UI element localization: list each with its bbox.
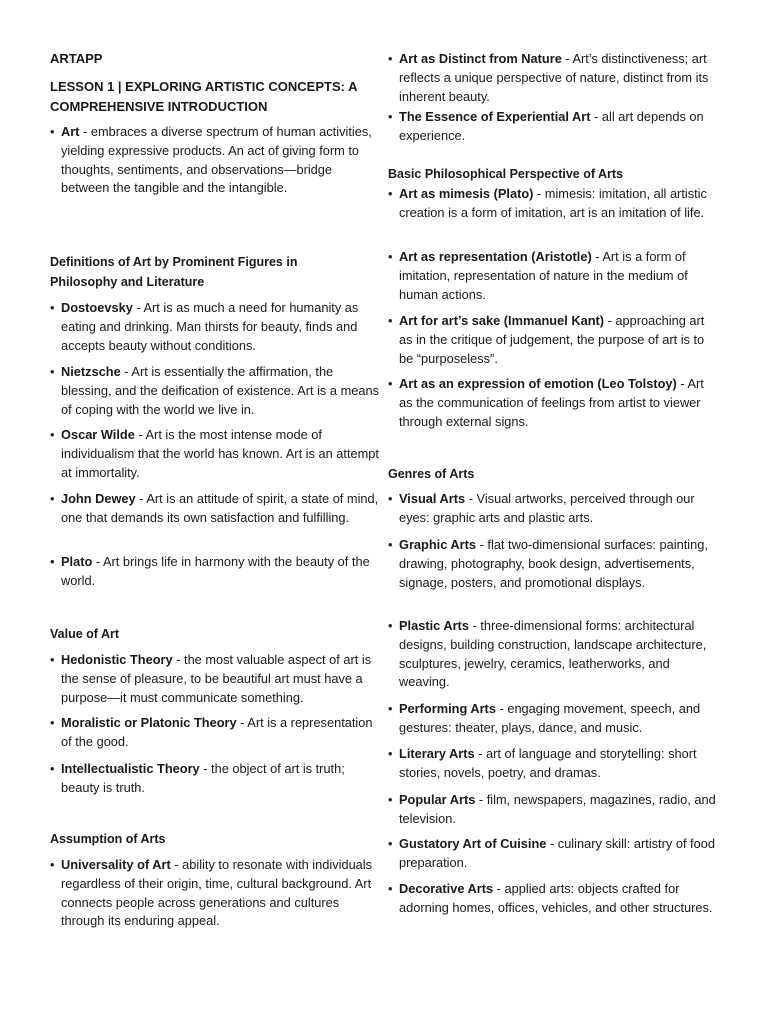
list-item: • Art as representation (Aristotle) - Art is a form of imitation, representation of nature in the medium of human actions. xyxy=(388,249,688,302)
list-item: • Gustatory Art of Cuisine - culinary skill: artistry of food preparation. xyxy=(388,836,715,870)
term: Art as representation (Aristotle) xyxy=(399,249,592,264)
term: The Essence of Experiential Art xyxy=(399,109,591,124)
definition: - Art is an attitude of spirit, a state of mind, one that demands its own satisfaction and fulfilling. xyxy=(61,491,379,525)
list-item: • Decorative Arts - applied arts: objects crafted for adorning homes, offices, vehicles, and other structures. xyxy=(388,881,713,915)
term: Hedonistic Theory xyxy=(61,652,173,667)
definition: - mimesis: imitation, all artistic creation is a form of imitation, art is an imitation of life. xyxy=(399,186,707,220)
term: Popular Arts xyxy=(399,792,476,807)
definition: - the object of art is truth; beauty is truth. xyxy=(61,761,345,795)
term: Performing Arts xyxy=(399,701,496,716)
lesson-title: LESSON 1 | EXPLORING ARTISTIC CONCEPTS: A COMPREHENSIVE INTRODUCTION xyxy=(50,79,357,114)
list-item: • Art as Distinct from Nature - Art’s distinctiveness; art reflects a unique perspective of nature, distinct from its inherent beauty. xyxy=(388,51,709,104)
term: Art xyxy=(61,124,80,139)
definition: - Art’s distinctiveness; art reflects a unique perspective of nature, distinct from its inherent beauty. xyxy=(399,51,709,104)
list-item: • Literary Arts - art of language and storytelling: short stories, novels, poetry, and dramas. xyxy=(388,746,697,780)
definition: - the most valuable aspect of art is the sense of pleasure, to be beautiful art must have a purpose—it must communicate something. xyxy=(61,652,372,705)
definition: - ability to resonate with individuals regardless of their origin, time, cultural background. Art connects people across generations and cultures through its enduring appeal. xyxy=(61,857,373,929)
list-item: • Moralistic or Platonic Theory - Art is a representation of the good. xyxy=(50,715,373,749)
list-item: • Art as mimesis (Plato) - mimesis: imitation, all artistic creation is a form of imitation, art is an imitation of life. xyxy=(388,186,707,220)
definition: - Art is the most intense mode of individualism that the world has known. Art is an attempt at immortality. xyxy=(61,427,379,480)
philosophical-heading: Basic Philosophical Perspective of Arts xyxy=(388,167,624,181)
list-item: • Popular Arts - film, newspapers, magazines, radio, and television. xyxy=(388,792,716,826)
definition: - engaging movement, speech, and gestures: theater, plays, dance, and music. xyxy=(399,701,701,735)
list-item: • Graphic Arts - flat two-dimensional surfaces: painting, drawing, photography, book design, advertisements, signage, posters, and promotional displays. xyxy=(388,537,708,590)
term: Dostoevsky xyxy=(61,300,133,315)
definition: - Art is as much a need for humanity as eating and drinking. Man thirsts for beauty, finds and accepts beauty without conditions. xyxy=(61,300,359,353)
term: Moralistic or Platonic Theory xyxy=(61,715,237,730)
list-item: • Plastic Arts - three-dimensional forms: architectural designs, building construction, landscape architecture, sculptures, jewelry, ceramics, leatherworks, and weaving. xyxy=(388,618,707,690)
term: Visual Arts xyxy=(399,491,466,506)
list-item: • Hedonistic Theory - the most valuable aspect of art is the sense of pleasure, to be beautiful art must have a purpose—it must communicate something. xyxy=(50,652,372,705)
definition: - culinary skill: artistry of food preparation. xyxy=(399,836,715,870)
value-heading: Value of Art xyxy=(50,627,119,641)
term: Nietzsche xyxy=(61,364,121,379)
term: Art for art’s sake (Immanuel Kant) xyxy=(399,313,605,328)
definition: - embraces a diverse spectrum of human activities, yielding expressive products. An act of giving form to thoughts, sentiments, and observations—bridge between the tangible and the intangible. xyxy=(61,124,372,196)
term: Intellectualistic Theory xyxy=(61,761,200,776)
list-item-art: • Art - embraces a diverse spectrum of human activities, yielding expressive products. An act of giving form to thoughts, sentiments, and observations—bridge between the tangible and the intangible. xyxy=(50,124,372,196)
genres-heading: Genres of Arts xyxy=(388,467,475,481)
list-item: • Nietzsche - Art is essentially the affirmation, the blessing, and the deification of existence. Art is a means of coping with the world we live in. xyxy=(50,364,379,417)
term: Plastic Arts xyxy=(399,618,469,633)
list-item: • Performing Arts - engaging movement, speech, and gestures: theater, plays, dance, and music. xyxy=(388,701,701,735)
assumption-heading: Assumption of Arts xyxy=(50,832,166,846)
list-item: • Plato - Art brings life in harmony with the beauty of the world. xyxy=(50,554,370,588)
list-item: • Oscar Wilde - Art is the most intense mode of individualism that the world has known. Art is an attempt at immortality. xyxy=(50,427,379,480)
definition: - Art brings life in harmony with the beauty of the world. xyxy=(61,554,370,588)
definition: - Art as the communication of feelings from artist to viewer through external signs. xyxy=(399,376,704,429)
definition: - Art is essentially the affirmation, the blessing, and the deification of existence. Art is a means of coping with the world we live in. xyxy=(61,364,379,417)
term: Art as mimesis (Plato) xyxy=(399,186,534,201)
definitions-heading: Definitions of Art by Prominent Figures in Philosophy and Literature xyxy=(50,255,298,289)
list-item: • Art as an expression of emotion (Leo Tolstoy) - Art as the communication of feelings from artist to viewer through external signs. xyxy=(388,376,704,429)
list-item: • John Dewey - Art is an attitude of spirit, a state of mind, one that demands its own satisfaction and fulfilling. xyxy=(50,491,379,525)
term: Art as an expression of emotion (Leo Tolstoy) xyxy=(399,376,677,391)
course-code: ARTAPP xyxy=(50,51,103,66)
definition: - film, newspapers, magazines, radio, and television. xyxy=(399,792,716,826)
definition: - art of language and storytelling: short stories, novels, poetry, and dramas. xyxy=(399,746,697,780)
list-item: • Dostoevsky - Art is as much a need for humanity as eating and drinking. Man thirsts for beauty, finds and accepts beauty without conditions. xyxy=(50,300,359,353)
term: Literary Arts xyxy=(399,746,475,761)
list-item: • The Essence of Experiential Art - all art depends on experience. xyxy=(388,109,704,143)
list-item: • Art for art’s sake (Immanuel Kant) - approaching art as in the critique of judgement, the purpose of art is to be “purposeless”. xyxy=(388,313,705,366)
definition: - flat two-dimensional surfaces: painting, drawing, photography, book design, advertisements, signage, posters, and promotional displays. xyxy=(399,537,708,590)
definition: - Art is a form of imitation, representation of nature in the medium of human actions. xyxy=(399,249,688,302)
definition: - applied arts: objects crafted for adorning homes, offices, vehicles, and other structures. xyxy=(399,881,713,915)
definition: - Visual artworks, perceived through our eyes: graphic arts and plastic arts. xyxy=(399,491,695,525)
list-item: • Intellectualistic Theory - the object of art is truth; beauty is truth. xyxy=(50,761,345,795)
definition: - all art depends on experience. xyxy=(399,109,704,143)
term: Plato xyxy=(61,554,93,569)
definition: - three-dimensional forms: architectural designs, building construction, landscape architecture, sculptures, jewelry, ceramics, leatherworks, and weaving. xyxy=(399,618,707,690)
term: Decorative Arts xyxy=(399,881,494,896)
term: Gustatory Art of Cuisine xyxy=(399,836,547,851)
term: Universality of Art xyxy=(61,857,171,872)
term: John Dewey xyxy=(61,491,136,506)
list-item: • Universality of Art - ability to resonate with individuals regardless of their origin, time, cultural background. Art connects people across generations and cultures through its enduring appeal. xyxy=(50,857,373,929)
definition: - Art is a representation of the good. xyxy=(61,715,373,749)
term: Art as Distinct from Nature xyxy=(399,51,562,66)
list-item: • Visual Arts - Visual artworks, perceived through our eyes: graphic arts and plastic arts. xyxy=(388,491,695,525)
definition: - approaching art as in the critique of judgement, the purpose of art is to be “purposeless”. xyxy=(399,313,705,366)
term: Graphic Arts xyxy=(399,537,477,552)
term: Oscar Wilde xyxy=(61,427,135,442)
